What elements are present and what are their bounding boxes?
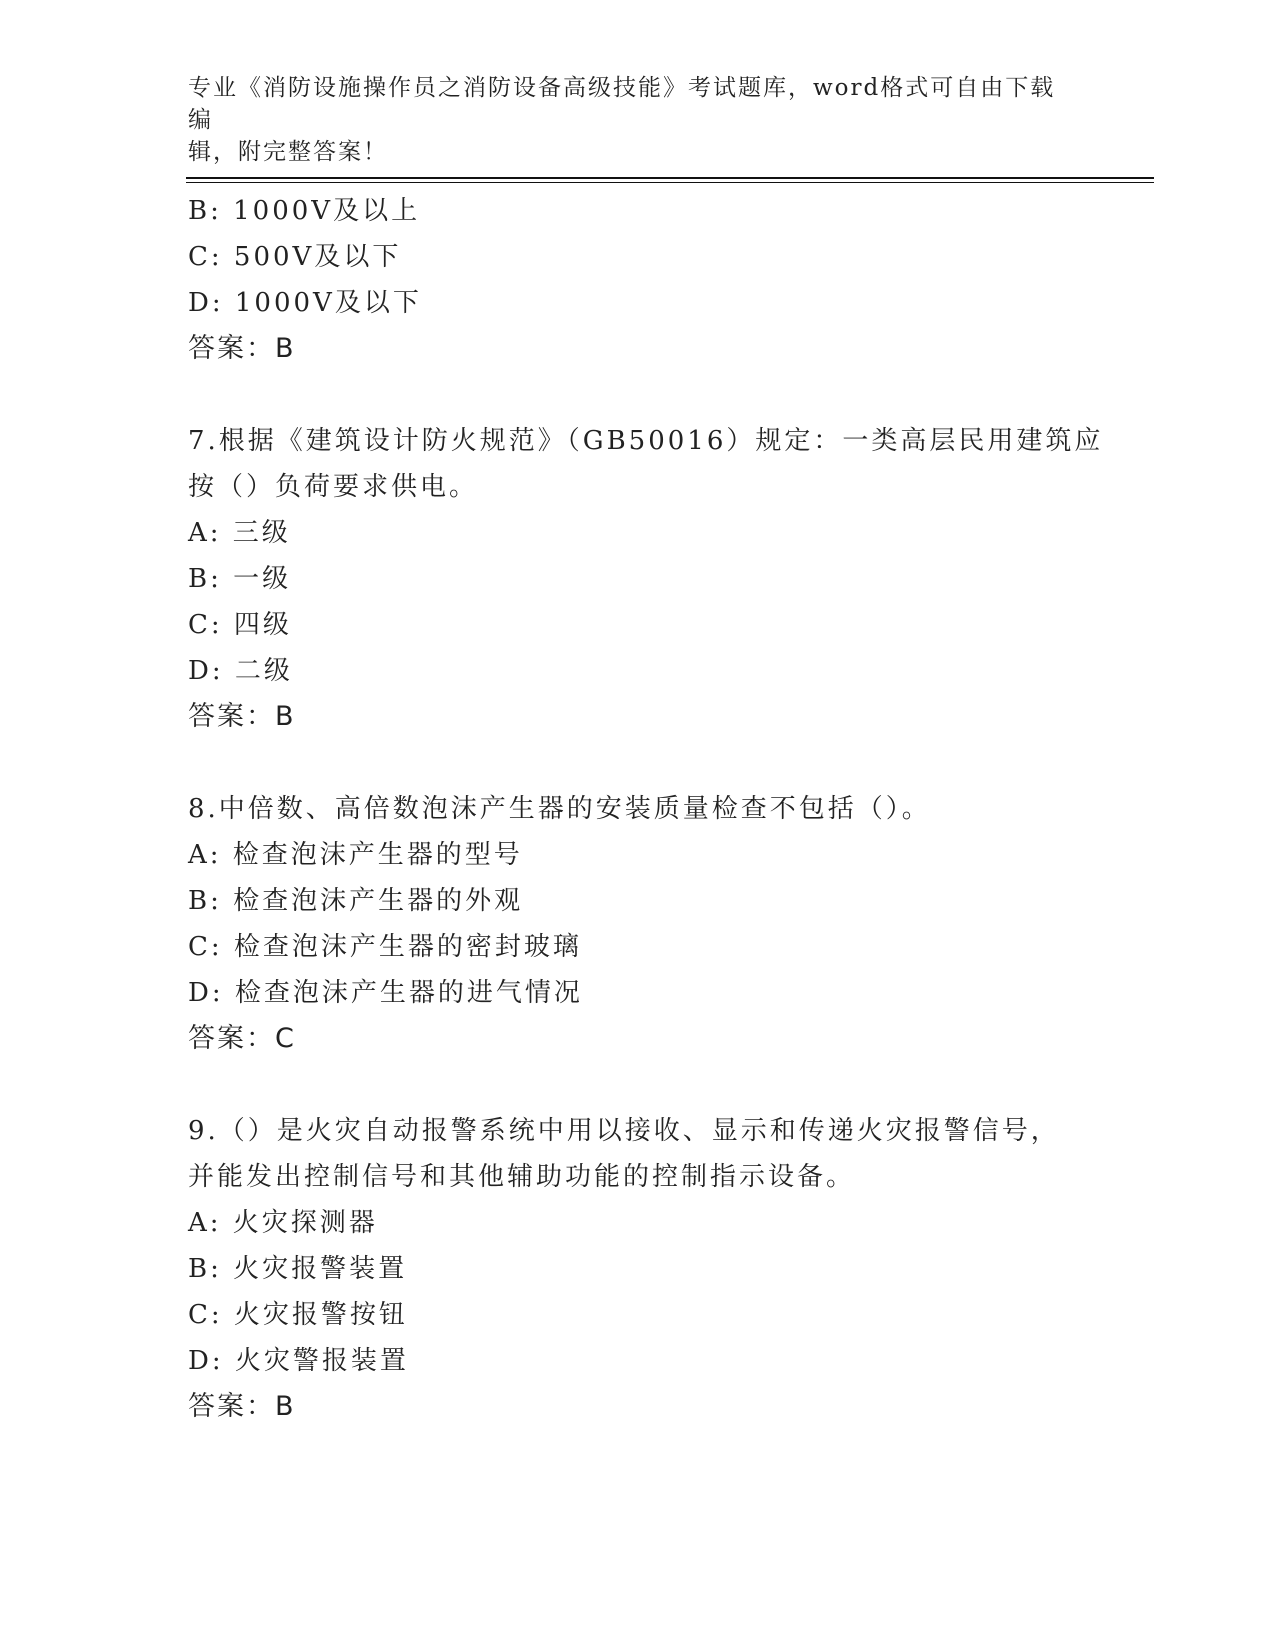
header-line-2: 辑，附完整答案！ <box>188 139 388 165</box>
option-a: A: 火灾探测器 <box>188 1208 378 1238</box>
question-text: 并能发出控制信号和其他辅助功能的控制指示设备。 <box>188 1162 856 1192</box>
header-line-1: 专业《消防设施操作员之消防设备高级技能》考试题库，word格式可自由下载编 <box>188 75 1056 133</box>
option-d: D: 1000V及以下 <box>188 288 422 318</box>
option-a: A: 三级 <box>188 518 291 548</box>
answer: 答案：B <box>188 701 296 732</box>
question-block-9 <box>188 1108 1088 1430</box>
header-rule-thick <box>186 177 1154 179</box>
question-block-7 <box>188 418 1104 740</box>
spacer <box>188 372 1088 418</box>
document-header <box>188 72 1068 168</box>
option-c: C: 500V及以下 <box>188 242 402 272</box>
option-b: B: 一级 <box>188 564 292 594</box>
question-block-6-continued <box>188 188 1088 372</box>
option-d: D: 检查泡沫产生器的进气情况 <box>188 978 583 1008</box>
spacer <box>188 1062 1088 1108</box>
answer: 答案：B <box>188 333 296 364</box>
option-c: C: 火灾报警按钮 <box>188 1300 408 1330</box>
header-rule-thin <box>186 182 1154 183</box>
option-c: C: 检查泡沫产生器的密封玻璃 <box>188 932 582 962</box>
option-c: C: 四级 <box>188 610 292 640</box>
option-b: B: 检查泡沫产生器的外观 <box>188 886 524 916</box>
question-text: 8.中倍数、高倍数泡沫产生器的安装质量检查不包括（）。 <box>188 794 931 824</box>
answer: 答案：B <box>188 1391 296 1422</box>
document-body <box>188 188 1104 1430</box>
question-text: 9.（）是火灾自动报警系统中用以接收、显示和传递火灾报警信号， <box>188 1116 1060 1146</box>
question-text: 7.根据《建筑设计防火规范》（GB50016）规定：一类高层民用建筑应 <box>188 426 1104 456</box>
option-d: D: 二级 <box>188 656 293 686</box>
question-text: 按（）负荷要求供电。 <box>188 472 479 502</box>
option-b: B: 火灾报警装置 <box>188 1254 408 1284</box>
answer: 答案：C <box>188 1023 296 1054</box>
option-b: B: 1000V及以上 <box>188 196 421 226</box>
option-a: A: 检查泡沫产生器的型号 <box>188 840 523 870</box>
option-d: D: 火灾警报装置 <box>188 1346 409 1376</box>
spacer <box>188 740 1088 786</box>
question-block-8 <box>188 786 1088 1062</box>
